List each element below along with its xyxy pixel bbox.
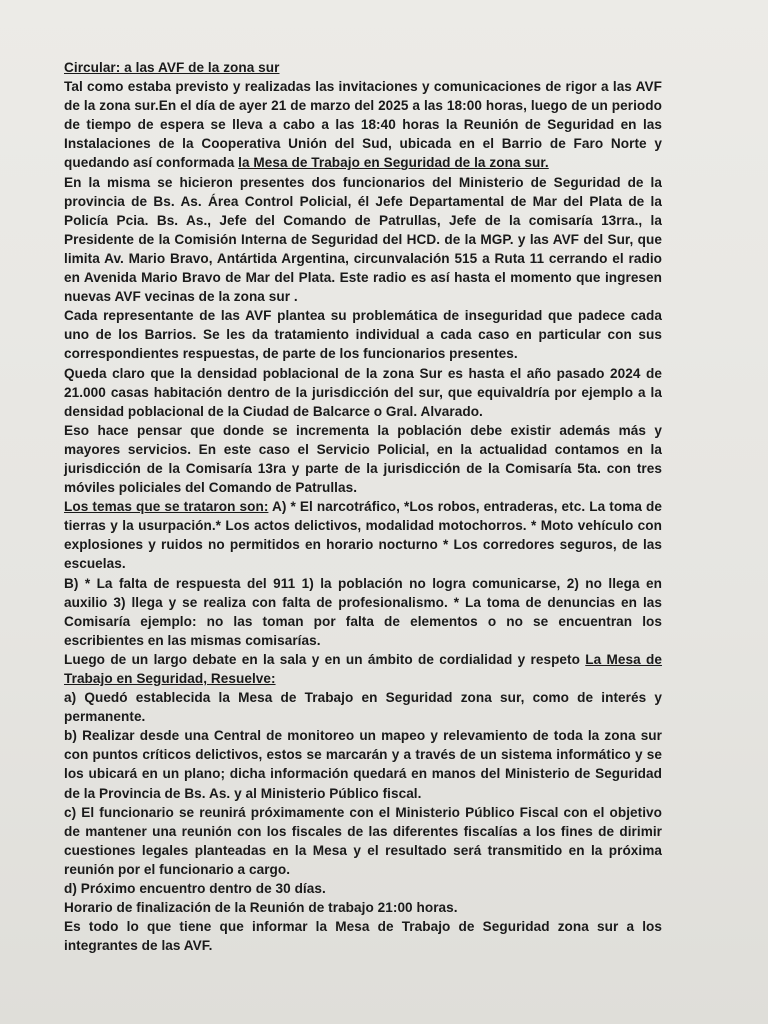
resolution-d: d) Próximo encuentro dentro de 30 días. (64, 881, 326, 897)
closing-time: Horario de finalización de la Reunión de trabajo 21:00 horas. (64, 900, 458, 916)
paragraph-representatives: Cada representante de las AVF plantea su problemática de inseguridad que padece cada uno de los Barrios. Se les da tratamiento individual a cada caso en particular con sus correspondientes respuestas, de parte de los funcionarios presentes. (64, 308, 662, 362)
intro-text: Tal como estaba previsto y realizadas las invitaciones y comunicaciones de rigor a las AVF de la zona sur.En el día de ayer 21 de marzo del 2025 a las 18:00 horas, luego de un periodo de tiempo de espera se lleva a cabo a las 18:40 horas la Reunión de Seguridad en las Instalaciones de la Cooperativa Unión del Sud, ubicada en el Barrio de Faro Norte y quedando así conformada (64, 79, 662, 171)
intro-underlined: la Mesa de Trabajo en Seguridad de la zona sur. (238, 155, 549, 171)
paragraph-intro (64, 77, 662, 172)
paragraph-debate (64, 650, 662, 688)
resolves-heading: La Mesa de Trabajo en Seguridad, Resuelve: (64, 651, 662, 686)
paragraph-topics-a (64, 497, 662, 573)
topics-a-text: A) * El narcotráfico, *Los robos, entraderas, etc. La toma de tierras y la usurpación.* Los actos delictivos, modalidad motochorros. * Moto vehículo con explosiones y ruidos no permitidos en horario nocturno * Los corredores seguros, de las escuelas. (64, 499, 662, 572)
closing-statement: Es todo lo que tiene que informar la Mesa de Trabajo de Seguridad zona sur a los integrantes de las AVF. (64, 919, 662, 954)
debate-text: Luego de un largo debate en la sala y en un ámbito de cordialidad y respeto (64, 651, 586, 667)
paragraph-topics-b: B) * La falta de respuesta del 911 1) la población no logra comunicarse, 2) no llega en auxilio 3) llega y se realiza con falta de profesionalismo. * La toma de denuncias en las Comisaría ejemplo: no las toman por falta de elementos o no se encuentran los escribientes en las mismas comisarías. (64, 575, 662, 648)
paragraph-attendees: En la misma se hicieron presentes dos funcionarios del Ministerio de Seguridad de la provincia de Bs. As. Área Control Policial, él Jefe Departamental de Mar del Plata de la Policía Pcia. Bs. As., Jefe del Comando de Patrullas, Jefe de la comisaría 13rra., la Presidente de la Comisión Interna de Seguridad del HCD. de la MGP. y las AVF del Sur, que limita Av. Mario Bravo, Antártida Argentina, circunvalación 515 a Ruta 11 cerrando el radio en Avenida Mario Bravo de Mar del Plata. Este radio es así hasta el momento que ingresen nuevas AVF vecinas de la zona sur . (64, 174, 662, 305)
resolution-b: b) Realizar desde una Central de monitoreo un mapeo y relevamiento de toda la zona sur con puntos críticos delictivos, estos se marcarán y a través de un sistema informático y se los ubicará en un plano; dicha información quedará en manos del Ministerio de Seguridad de la Provincia de Bs. As. y al Ministerio Público fiscal. (64, 728, 662, 801)
topics-heading: Los temas que se trataron son: (64, 499, 269, 515)
document-title: Circular: a las AVF de la zona sur (64, 60, 280, 75)
circular-body (64, 58, 662, 955)
resolution-c: c) El funcionario se reunirá próximamente con el Ministerio Público Fiscal con el objetivo de mantener una reunión con los fiscales de las diferentes fiscalías a los fines de dirimir cuestiones legales planteadas en la Mesa y el resultado será transmitido en la próxima reunión por el funcionario a cargo. (64, 804, 662, 877)
paragraph-density: Queda claro que la densidad poblacional de la zona Sur es hasta el año pasado 2024 de 21.000 casas habitación dentro de la jurisdicción del sur, que equivaldría por ejemplo a la densidad poblacional de la Ciudad de Balcarce o Gral. Alvarado. (64, 365, 662, 419)
paragraph-services: Eso hace pensar que donde se incrementa la población debe existir además más y mayores servicios. En este caso el Servicio Policial, en la actualidad contamos en la jurisdicción de la Comisaría 13ra y parte de la jurisdicción de la Comisaría 5ta. con tres móviles policiales del Comando de Patrullas. (64, 422, 662, 496)
resolution-a: a) Quedó establecida la Mesa de Trabajo en Seguridad zona sur, como de interés y permanente. (64, 690, 662, 725)
